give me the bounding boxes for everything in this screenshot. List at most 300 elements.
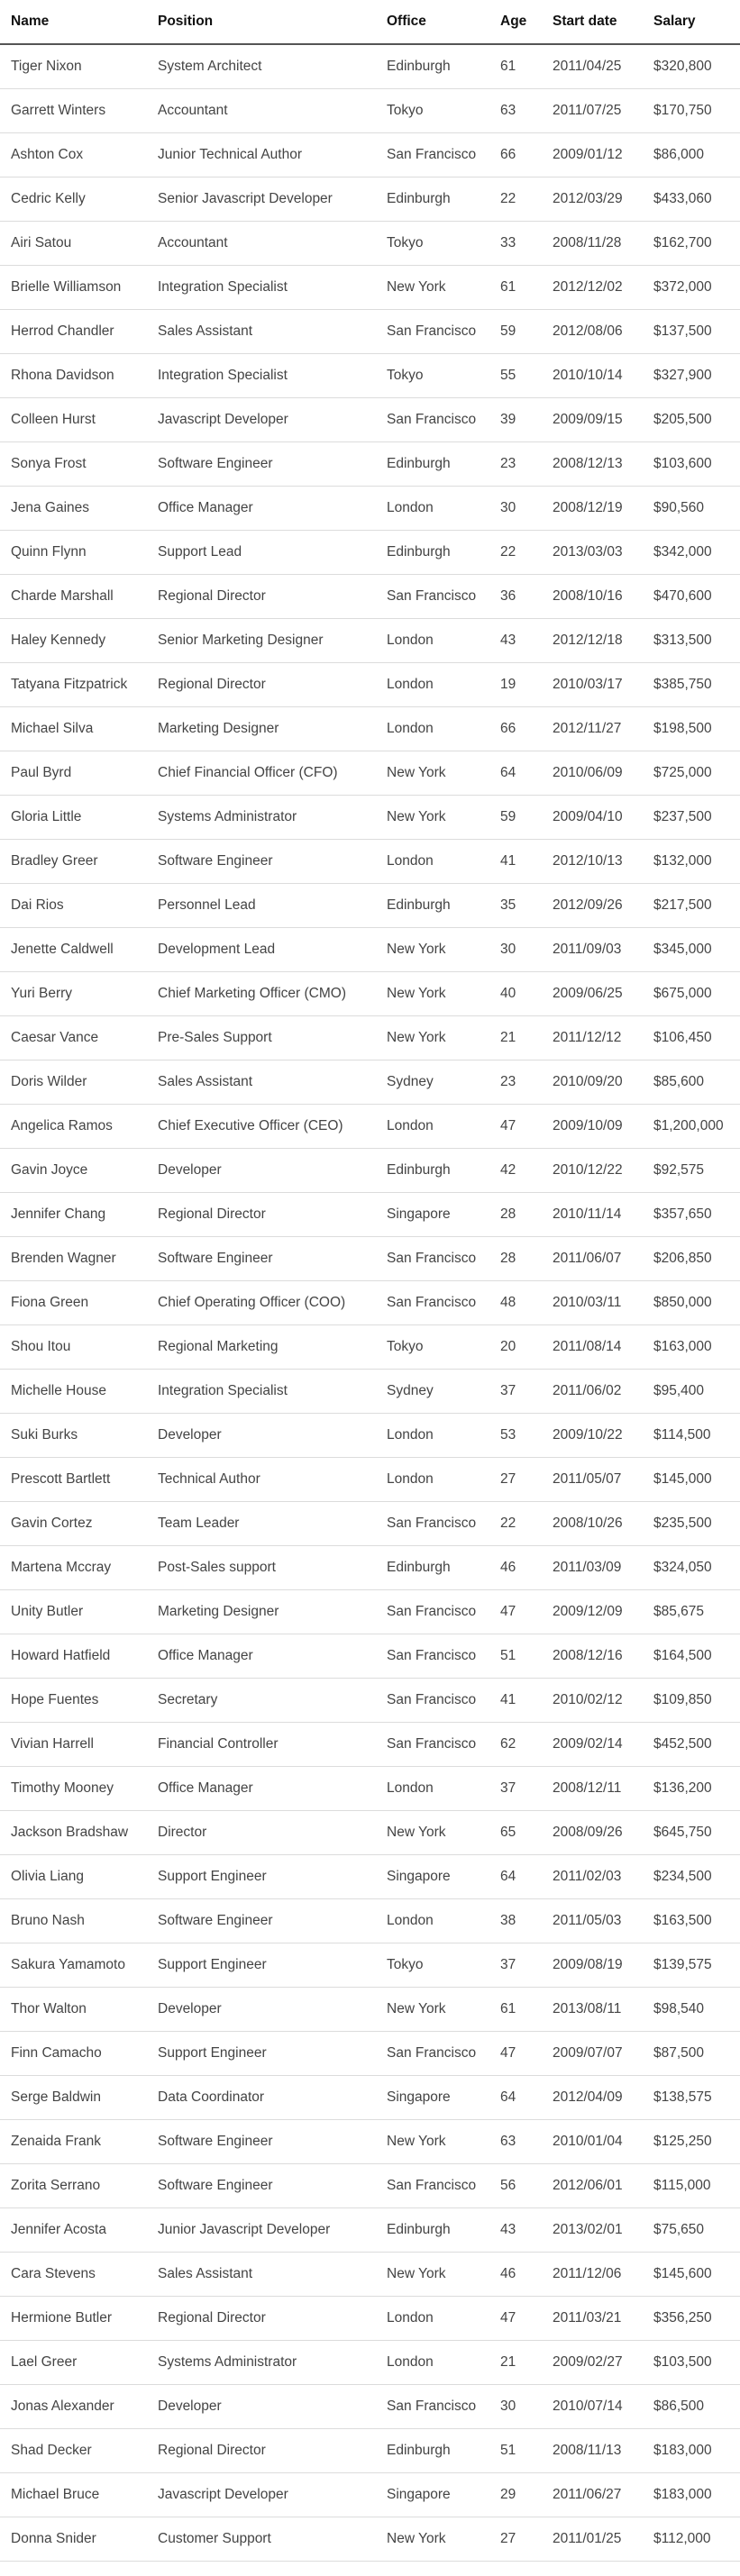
cell-age: 37 <box>489 1767 542 1811</box>
cell-name: Shou Itou <box>0 1325 147 1370</box>
cell-position: Javascript Developer <box>147 2473 376 2517</box>
cell-position: Secretary <box>147 1679 376 1723</box>
cell-salary: $342,000 <box>643 531 740 575</box>
cell-salary: $86,500 <box>643 2385 740 2429</box>
cell-start-date: 2013/03/03 <box>542 531 643 575</box>
cell-name: Unity Butler <box>0 1590 147 1634</box>
cell-salary: $433,060 <box>643 177 740 222</box>
cell-position: Junior Technical Author <box>147 133 376 177</box>
cell-position: Team Leader <box>147 1502 376 1546</box>
table-row <box>0 1546 740 1590</box>
cell-start-date: 2012/11/27 <box>542 707 643 751</box>
column-header-name[interactable]: Name <box>0 0 147 44</box>
cell-office: Singapore <box>376 1855 489 1899</box>
cell-position: System Architect <box>147 44 376 89</box>
table-row <box>0 1590 740 1634</box>
table-row <box>0 1105 740 1149</box>
cell-start-date: 2011/04/25 <box>542 44 643 89</box>
cell-salary: $320,800 <box>643 44 740 89</box>
cell-name: Rhona Davidson <box>0 354 147 398</box>
cell-position: Support Engineer <box>147 2032 376 2076</box>
table-body <box>0 44 740 2562</box>
cell-salary: $138,575 <box>643 2076 740 2120</box>
cell-salary: $90,560 <box>643 487 740 531</box>
table-row <box>0 2341 740 2385</box>
cell-start-date: 2010/07/14 <box>542 2385 643 2429</box>
table-row <box>0 1281 740 1325</box>
table-row <box>0 1458 740 1502</box>
cell-age: 61 <box>489 44 542 89</box>
cell-office: New York <box>376 796 489 840</box>
cell-start-date: 2011/05/07 <box>542 1458 643 1502</box>
cell-start-date: 2010/10/14 <box>542 354 643 398</box>
cell-position: Senior Javascript Developer <box>147 177 376 222</box>
cell-start-date: 2009/02/14 <box>542 1723 643 1767</box>
cell-name: Colleen Hurst <box>0 398 147 442</box>
cell-name: Garrett Winters <box>0 89 147 133</box>
cell-start-date: 2013/02/01 <box>542 2208 643 2253</box>
table-row <box>0 751 740 796</box>
cell-name: Ashton Cox <box>0 133 147 177</box>
cell-start-date: 2011/03/21 <box>542 2297 643 2341</box>
cell-salary: $85,675 <box>643 1590 740 1634</box>
cell-salary: $206,850 <box>643 1237 740 1281</box>
cell-start-date: 2012/10/13 <box>542 840 643 884</box>
cell-name: Herrod Chandler <box>0 310 147 354</box>
table-row <box>0 487 740 531</box>
cell-name: Michael Bruce <box>0 2473 147 2517</box>
cell-age: 61 <box>489 266 542 310</box>
cell-start-date: 2012/12/18 <box>542 619 643 663</box>
cell-salary: $725,000 <box>643 751 740 796</box>
cell-position: Accountant <box>147 89 376 133</box>
cell-start-date: 2011/08/14 <box>542 1325 643 1370</box>
cell-salary: $170,750 <box>643 89 740 133</box>
cell-salary: $125,250 <box>643 2120 740 2164</box>
cell-salary: $235,500 <box>643 1502 740 1546</box>
table-row <box>0 1723 740 1767</box>
cell-name: Charde Marshall <box>0 575 147 619</box>
cell-name: Sonya Frost <box>0 442 147 487</box>
cell-age: 38 <box>489 1899 542 1943</box>
table-row <box>0 133 740 177</box>
cell-salary: $109,850 <box>643 1679 740 1723</box>
table-row <box>0 840 740 884</box>
cell-name: Tatyana Fitzpatrick <box>0 663 147 707</box>
cell-name: Michael Silva <box>0 707 147 751</box>
cell-office: London <box>376 1414 489 1458</box>
cell-start-date: 2012/03/29 <box>542 177 643 222</box>
cell-position: Accountant <box>147 222 376 266</box>
cell-office: New York <box>376 928 489 972</box>
cell-age: 51 <box>489 1634 542 1679</box>
cell-start-date: 2010/11/14 <box>542 1193 643 1237</box>
cell-office: Edinburgh <box>376 2208 489 2253</box>
cell-name: Sakura Yamamoto <box>0 1943 147 1988</box>
cell-office: Edinburgh <box>376 442 489 487</box>
cell-office: London <box>376 1458 489 1502</box>
cell-start-date: 2008/12/11 <box>542 1767 643 1811</box>
cell-salary: $106,450 <box>643 1016 740 1060</box>
cell-name: Bruno Nash <box>0 1899 147 1943</box>
column-header-start-date[interactable]: Start date <box>542 0 643 44</box>
cell-start-date: 2008/11/13 <box>542 2429 643 2473</box>
cell-salary: $345,000 <box>643 928 740 972</box>
table-row <box>0 1016 740 1060</box>
cell-age: 46 <box>489 1546 542 1590</box>
cell-position: Chief Financial Officer (CFO) <box>147 751 376 796</box>
column-header-age[interactable]: Age <box>489 0 542 44</box>
cell-name: Gavin Joyce <box>0 1149 147 1193</box>
cell-salary: $237,500 <box>643 796 740 840</box>
cell-office: Sydney <box>376 1370 489 1414</box>
cell-name: Hermione Butler <box>0 2297 147 2341</box>
cell-age: 21 <box>489 2341 542 2385</box>
table-row <box>0 619 740 663</box>
cell-name: Angelica Ramos <box>0 1105 147 1149</box>
cell-salary: $114,500 <box>643 1414 740 1458</box>
cell-office: London <box>376 707 489 751</box>
column-header-salary[interactable]: Salary <box>643 0 740 44</box>
cell-position: Junior Javascript Developer <box>147 2208 376 2253</box>
cell-start-date: 2011/03/09 <box>542 1546 643 1590</box>
cell-age: 43 <box>489 2208 542 2253</box>
cell-position: Software Engineer <box>147 2164 376 2208</box>
cell-start-date: 2009/09/15 <box>542 398 643 442</box>
cell-office: San Francisco <box>376 2385 489 2429</box>
cell-office: Singapore <box>376 2473 489 2517</box>
cell-salary: $324,050 <box>643 1546 740 1590</box>
table-row <box>0 2297 740 2341</box>
cell-start-date: 2012/12/02 <box>542 266 643 310</box>
cell-position: Regional Director <box>147 663 376 707</box>
table-row <box>0 796 740 840</box>
cell-start-date: 2011/09/03 <box>542 928 643 972</box>
cell-position: Marketing Designer <box>147 1590 376 1634</box>
cell-position: Regional Director <box>147 1193 376 1237</box>
cell-start-date: 2011/06/27 <box>542 2473 643 2517</box>
cell-position: Software Engineer <box>147 840 376 884</box>
cell-name: Finn Camacho <box>0 2032 147 2076</box>
column-header-position[interactable]: Position <box>147 0 376 44</box>
column-header-office[interactable]: Office <box>376 0 489 44</box>
cell-office: San Francisco <box>376 575 489 619</box>
cell-salary: $470,600 <box>643 575 740 619</box>
cell-age: 62 <box>489 1723 542 1767</box>
cell-age: 65 <box>489 1811 542 1855</box>
cell-age: 61 <box>489 1988 542 2032</box>
cell-name: Vivian Harrell <box>0 1723 147 1767</box>
cell-name: Shad Decker <box>0 2429 147 2473</box>
cell-start-date: 2009/01/12 <box>542 133 643 177</box>
cell-salary: $313,500 <box>643 619 740 663</box>
cell-office: London <box>376 840 489 884</box>
cell-start-date: 2011/01/25 <box>542 2517 643 2562</box>
table-row <box>0 1634 740 1679</box>
cell-office: Edinburgh <box>376 531 489 575</box>
cell-start-date: 2009/02/27 <box>542 2341 643 2385</box>
table-row <box>0 1325 740 1370</box>
cell-age: 41 <box>489 1679 542 1723</box>
cell-salary: $162,700 <box>643 222 740 266</box>
cell-name: Gloria Little <box>0 796 147 840</box>
cell-start-date: 2008/10/16 <box>542 575 643 619</box>
cell-age: 22 <box>489 177 542 222</box>
cell-office: Tokyo <box>376 354 489 398</box>
cell-age: 30 <box>489 487 542 531</box>
table-row <box>0 531 740 575</box>
cell-age: 63 <box>489 89 542 133</box>
cell-age: 66 <box>489 133 542 177</box>
cell-position: Chief Marketing Officer (CMO) <box>147 972 376 1016</box>
cell-salary: $183,000 <box>643 2429 740 2473</box>
cell-start-date: 2010/03/11 <box>542 1281 643 1325</box>
cell-name: Jennifer Chang <box>0 1193 147 1237</box>
cell-name: Jonas Alexander <box>0 2385 147 2429</box>
cell-name: Yuri Berry <box>0 972 147 1016</box>
cell-office: Tokyo <box>376 1325 489 1370</box>
cell-age: 28 <box>489 1237 542 1281</box>
cell-name: Howard Hatfield <box>0 1634 147 1679</box>
table-row <box>0 2208 740 2253</box>
cell-age: 40 <box>489 972 542 1016</box>
table-row <box>0 1943 740 1988</box>
table-row <box>0 2253 740 2297</box>
cell-name: Zenaida Frank <box>0 2120 147 2164</box>
table-row <box>0 1679 740 1723</box>
cell-start-date: 2009/12/09 <box>542 1590 643 1634</box>
cell-age: 37 <box>489 1370 542 1414</box>
cell-age: 53 <box>489 1414 542 1458</box>
cell-position: Developer <box>147 1414 376 1458</box>
table-row <box>0 1899 740 1943</box>
cell-start-date: 2008/12/13 <box>542 442 643 487</box>
cell-start-date: 2012/08/06 <box>542 310 643 354</box>
cell-start-date: 2011/06/02 <box>542 1370 643 1414</box>
cell-age: 23 <box>489 1060 542 1105</box>
cell-office: New York <box>376 751 489 796</box>
cell-office: Tokyo <box>376 1943 489 1988</box>
cell-name: Brenden Wagner <box>0 1237 147 1281</box>
cell-office: San Francisco <box>376 1679 489 1723</box>
cell-office: Edinburgh <box>376 884 489 928</box>
cell-position: Regional Director <box>147 575 376 619</box>
cell-name: Airi Satou <box>0 222 147 266</box>
cell-name: Caesar Vance <box>0 1016 147 1060</box>
cell-age: 21 <box>489 1016 542 1060</box>
table-row <box>0 1060 740 1105</box>
cell-start-date: 2011/05/03 <box>542 1899 643 1943</box>
table-row <box>0 2120 740 2164</box>
cell-salary: $132,000 <box>643 840 740 884</box>
cell-office: New York <box>376 1016 489 1060</box>
cell-position: Systems Administrator <box>147 796 376 840</box>
cell-start-date: 2009/04/10 <box>542 796 643 840</box>
cell-salary: $163,500 <box>643 1899 740 1943</box>
cell-office: San Francisco <box>376 2164 489 2208</box>
cell-position: Sales Assistant <box>147 1060 376 1105</box>
table-row <box>0 707 740 751</box>
cell-name: Olivia Liang <box>0 1855 147 1899</box>
cell-office: Edinburgh <box>376 1149 489 1193</box>
cell-salary: $139,575 <box>643 1943 740 1988</box>
cell-start-date: 2008/09/26 <box>542 1811 643 1855</box>
cell-office: San Francisco <box>376 310 489 354</box>
cell-office: San Francisco <box>376 1237 489 1281</box>
cell-position: Regional Marketing <box>147 1325 376 1370</box>
cell-position: Post-Sales support <box>147 1546 376 1590</box>
cell-position: Software Engineer <box>147 2120 376 2164</box>
cell-salary: $85,600 <box>643 1060 740 1105</box>
cell-age: 47 <box>489 2297 542 2341</box>
cell-name: Doris Wilder <box>0 1060 147 1105</box>
cell-salary: $385,750 <box>643 663 740 707</box>
table-row <box>0 1855 740 1899</box>
cell-position: Regional Director <box>147 2429 376 2473</box>
cell-start-date: 2009/08/19 <box>542 1943 643 1988</box>
cell-position: Senior Marketing Designer <box>147 619 376 663</box>
cell-start-date: 2010/06/09 <box>542 751 643 796</box>
cell-salary: $92,575 <box>643 1149 740 1193</box>
cell-salary: $645,750 <box>643 1811 740 1855</box>
cell-salary: $145,600 <box>643 2253 740 2297</box>
cell-age: 66 <box>489 707 542 751</box>
cell-age: 27 <box>489 2517 542 2562</box>
cell-start-date: 2010/09/20 <box>542 1060 643 1105</box>
table-row <box>0 1414 740 1458</box>
cell-position: Marketing Designer <box>147 707 376 751</box>
cell-position: Regional Director <box>147 2297 376 2341</box>
cell-age: 59 <box>489 310 542 354</box>
table-row <box>0 575 740 619</box>
cell-office: London <box>376 619 489 663</box>
cell-age: 47 <box>489 2032 542 2076</box>
cell-position: Pre-Sales Support <box>147 1016 376 1060</box>
cell-age: 64 <box>489 2076 542 2120</box>
cell-age: 63 <box>489 2120 542 2164</box>
cell-name: Thor Walton <box>0 1988 147 2032</box>
cell-start-date: 2010/03/17 <box>542 663 643 707</box>
cell-office: London <box>376 663 489 707</box>
cell-age: 56 <box>489 2164 542 2208</box>
table-row <box>0 1237 740 1281</box>
cell-salary: $675,000 <box>643 972 740 1016</box>
cell-office: London <box>376 2297 489 2341</box>
cell-salary: $198,500 <box>643 707 740 751</box>
cell-office: San Francisco <box>376 1590 489 1634</box>
cell-position: Customer Support <box>147 2517 376 2562</box>
cell-age: 59 <box>489 796 542 840</box>
cell-salary: $136,200 <box>643 1767 740 1811</box>
cell-position: Systems Administrator <box>147 2341 376 2385</box>
cell-start-date: 2010/12/22 <box>542 1149 643 1193</box>
cell-age: 48 <box>489 1281 542 1325</box>
cell-age: 46 <box>489 2253 542 2297</box>
cell-start-date: 2008/12/19 <box>542 487 643 531</box>
cell-age: 30 <box>489 928 542 972</box>
cell-salary: $164,500 <box>643 1634 740 1679</box>
cell-office: London <box>376 487 489 531</box>
cell-salary: $356,250 <box>643 2297 740 2341</box>
cell-position: Development Lead <box>147 928 376 972</box>
table-row <box>0 2429 740 2473</box>
table-row <box>0 44 740 89</box>
cell-office: San Francisco <box>376 398 489 442</box>
cell-position: Software Engineer <box>147 442 376 487</box>
cell-office: London <box>376 1767 489 1811</box>
cell-start-date: 2011/12/12 <box>542 1016 643 1060</box>
cell-salary: $372,000 <box>643 266 740 310</box>
cell-position: Office Manager <box>147 1767 376 1811</box>
cell-office: Singapore <box>376 1193 489 1237</box>
cell-age: 36 <box>489 575 542 619</box>
cell-office: London <box>376 2341 489 2385</box>
cell-position: Chief Executive Officer (CEO) <box>147 1105 376 1149</box>
table-row <box>0 928 740 972</box>
table-row <box>0 2385 740 2429</box>
cell-office: Singapore <box>376 2076 489 2120</box>
cell-salary: $103,600 <box>643 442 740 487</box>
table-row <box>0 663 740 707</box>
cell-salary: $103,500 <box>643 2341 740 2385</box>
cell-name: Jackson Bradshaw <box>0 1811 147 1855</box>
cell-age: 64 <box>489 751 542 796</box>
cell-age: 47 <box>489 1590 542 1634</box>
cell-start-date: 2011/02/03 <box>542 1855 643 1899</box>
cell-office: Edinburgh <box>376 1546 489 1590</box>
table-header <box>0 0 740 44</box>
cell-start-date: 2008/12/16 <box>542 1634 643 1679</box>
cell-age: 27 <box>489 1458 542 1502</box>
cell-start-date: 2010/02/12 <box>542 1679 643 1723</box>
cell-name: Jena Gaines <box>0 487 147 531</box>
cell-start-date: 2010/01/04 <box>542 2120 643 2164</box>
cell-name: Haley Kennedy <box>0 619 147 663</box>
cell-start-date: 2011/07/25 <box>542 89 643 133</box>
cell-position: Support Engineer <box>147 1855 376 1899</box>
cell-salary: $1,200,000 <box>643 1105 740 1149</box>
cell-age: 33 <box>489 222 542 266</box>
cell-position: Data Coordinator <box>147 2076 376 2120</box>
cell-salary: $183,000 <box>643 2473 740 2517</box>
cell-start-date: 2008/11/28 <box>542 222 643 266</box>
cell-office: New York <box>376 266 489 310</box>
cell-age: 47 <box>489 1105 542 1149</box>
cell-salary: $217,500 <box>643 884 740 928</box>
cell-salary: $112,000 <box>643 2517 740 2562</box>
cell-position: Integration Specialist <box>147 266 376 310</box>
cell-salary: $850,000 <box>643 1281 740 1325</box>
cell-age: 29 <box>489 2473 542 2517</box>
cell-salary: $327,900 <box>643 354 740 398</box>
cell-salary: $163,000 <box>643 1325 740 1370</box>
cell-name: Cara Stevens <box>0 2253 147 2297</box>
cell-age: 35 <box>489 884 542 928</box>
cell-office: Edinburgh <box>376 177 489 222</box>
table-row <box>0 1193 740 1237</box>
cell-position: Support Engineer <box>147 1943 376 1988</box>
cell-name: Jenette Caldwell <box>0 928 147 972</box>
table-row <box>0 177 740 222</box>
table-row <box>0 2076 740 2120</box>
header-row <box>0 0 740 44</box>
cell-name: Tiger Nixon <box>0 44 147 89</box>
table-row <box>0 442 740 487</box>
cell-salary: $234,500 <box>643 1855 740 1899</box>
table-row <box>0 310 740 354</box>
cell-position: Sales Assistant <box>147 2253 376 2297</box>
cell-name: Martena Mccray <box>0 1546 147 1590</box>
